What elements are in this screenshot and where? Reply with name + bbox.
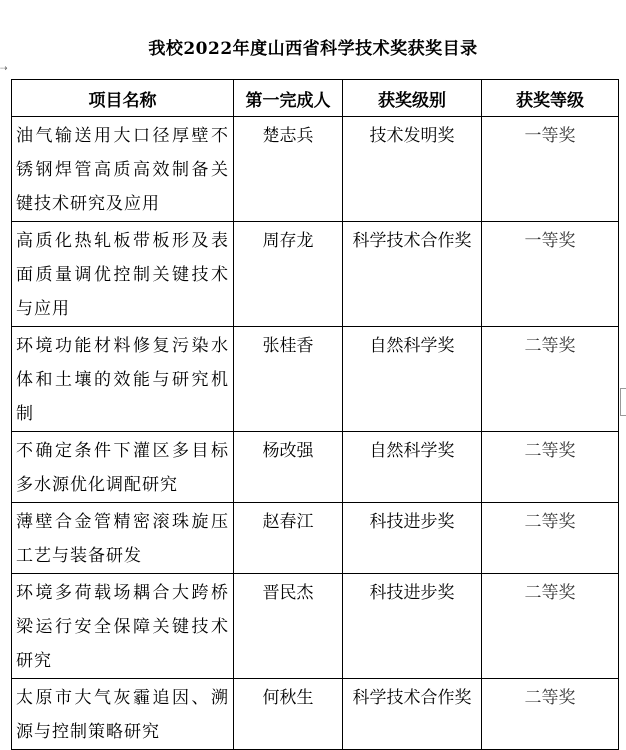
cell-award-level: 二等奖 bbox=[482, 432, 619, 503]
document-title: 我校2022年度山西省科学技术奖获奖目录 bbox=[148, 39, 478, 59]
cell-award-category: 自然科学奖 bbox=[343, 327, 482, 432]
cell-award-level: 二等奖 bbox=[482, 679, 619, 750]
cell-first-completer: 楚志兵 bbox=[234, 117, 343, 222]
cell-project-name: 高质化热轧板带板形及表面质量调优控制关键技术与应用 bbox=[12, 222, 234, 327]
table-row bbox=[12, 222, 619, 327]
cell-first-completer: 杨改强 bbox=[234, 432, 343, 503]
cell-first-completer: 张桂香 bbox=[234, 327, 343, 432]
cell-project-name: 不确定条件下灌区多目标多水源优化调配研究 bbox=[12, 432, 234, 503]
cell-award-category: 科学技术合作奖 bbox=[343, 679, 482, 750]
cell-project-name: 薄壁合金管精密滚珠旋压工艺与装备研发 bbox=[12, 503, 234, 574]
cell-award-level: 一等奖 bbox=[482, 222, 619, 327]
cell-award-category: 自然科学奖 bbox=[343, 432, 482, 503]
header-award-level: 获奖等级 bbox=[482, 80, 619, 117]
header-first-completer: 第一完成人 bbox=[234, 80, 343, 117]
cell-project-name: 油气输送用大口径厚壁不锈钢焊管高质高效制备关键技术研究及应用 bbox=[12, 117, 234, 222]
table-row bbox=[12, 432, 619, 503]
cell-first-completer: 何秋生 bbox=[234, 679, 343, 750]
cell-award-category: 科学技术合作奖 bbox=[343, 222, 482, 327]
table-row bbox=[12, 503, 619, 574]
cell-award-category: 科技进步奖 bbox=[343, 503, 482, 574]
cell-project-name: 环境多荷载场耦合大跨桥梁运行安全保障关键技术研究 bbox=[12, 574, 234, 679]
margin-bracket-icon bbox=[620, 388, 626, 416]
margin-anchor-icon: ⇢ bbox=[0, 64, 8, 74]
table-row bbox=[12, 117, 619, 222]
header-award-category: 获奖级别 bbox=[343, 80, 482, 117]
header-project-name: 项目名称 bbox=[12, 80, 234, 117]
cell-award-level: 二等奖 bbox=[482, 574, 619, 679]
cell-award-category: 科技进步奖 bbox=[343, 574, 482, 679]
cell-first-completer: 晋民杰 bbox=[234, 574, 343, 679]
cell-project-name: 环境功能材料修复污染水体和土壤的效能与研究机制 bbox=[12, 327, 234, 432]
cell-first-completer: 赵春江 bbox=[234, 503, 343, 574]
cell-award-level: 一等奖 bbox=[482, 117, 619, 222]
table-row bbox=[12, 327, 619, 432]
table-header-row bbox=[12, 80, 619, 117]
table-row bbox=[12, 574, 619, 679]
awards-table bbox=[11, 79, 619, 750]
cell-project-name: 太原市大气灰霾追因、溯源与控制策略研究 bbox=[12, 679, 234, 750]
cell-award-level: 二等奖 bbox=[482, 503, 619, 574]
cell-award-level: 二等奖 bbox=[482, 327, 619, 432]
table-row bbox=[12, 679, 619, 750]
cell-award-category: 技术发明奖 bbox=[343, 117, 482, 222]
cell-first-completer: 周存龙 bbox=[234, 222, 343, 327]
